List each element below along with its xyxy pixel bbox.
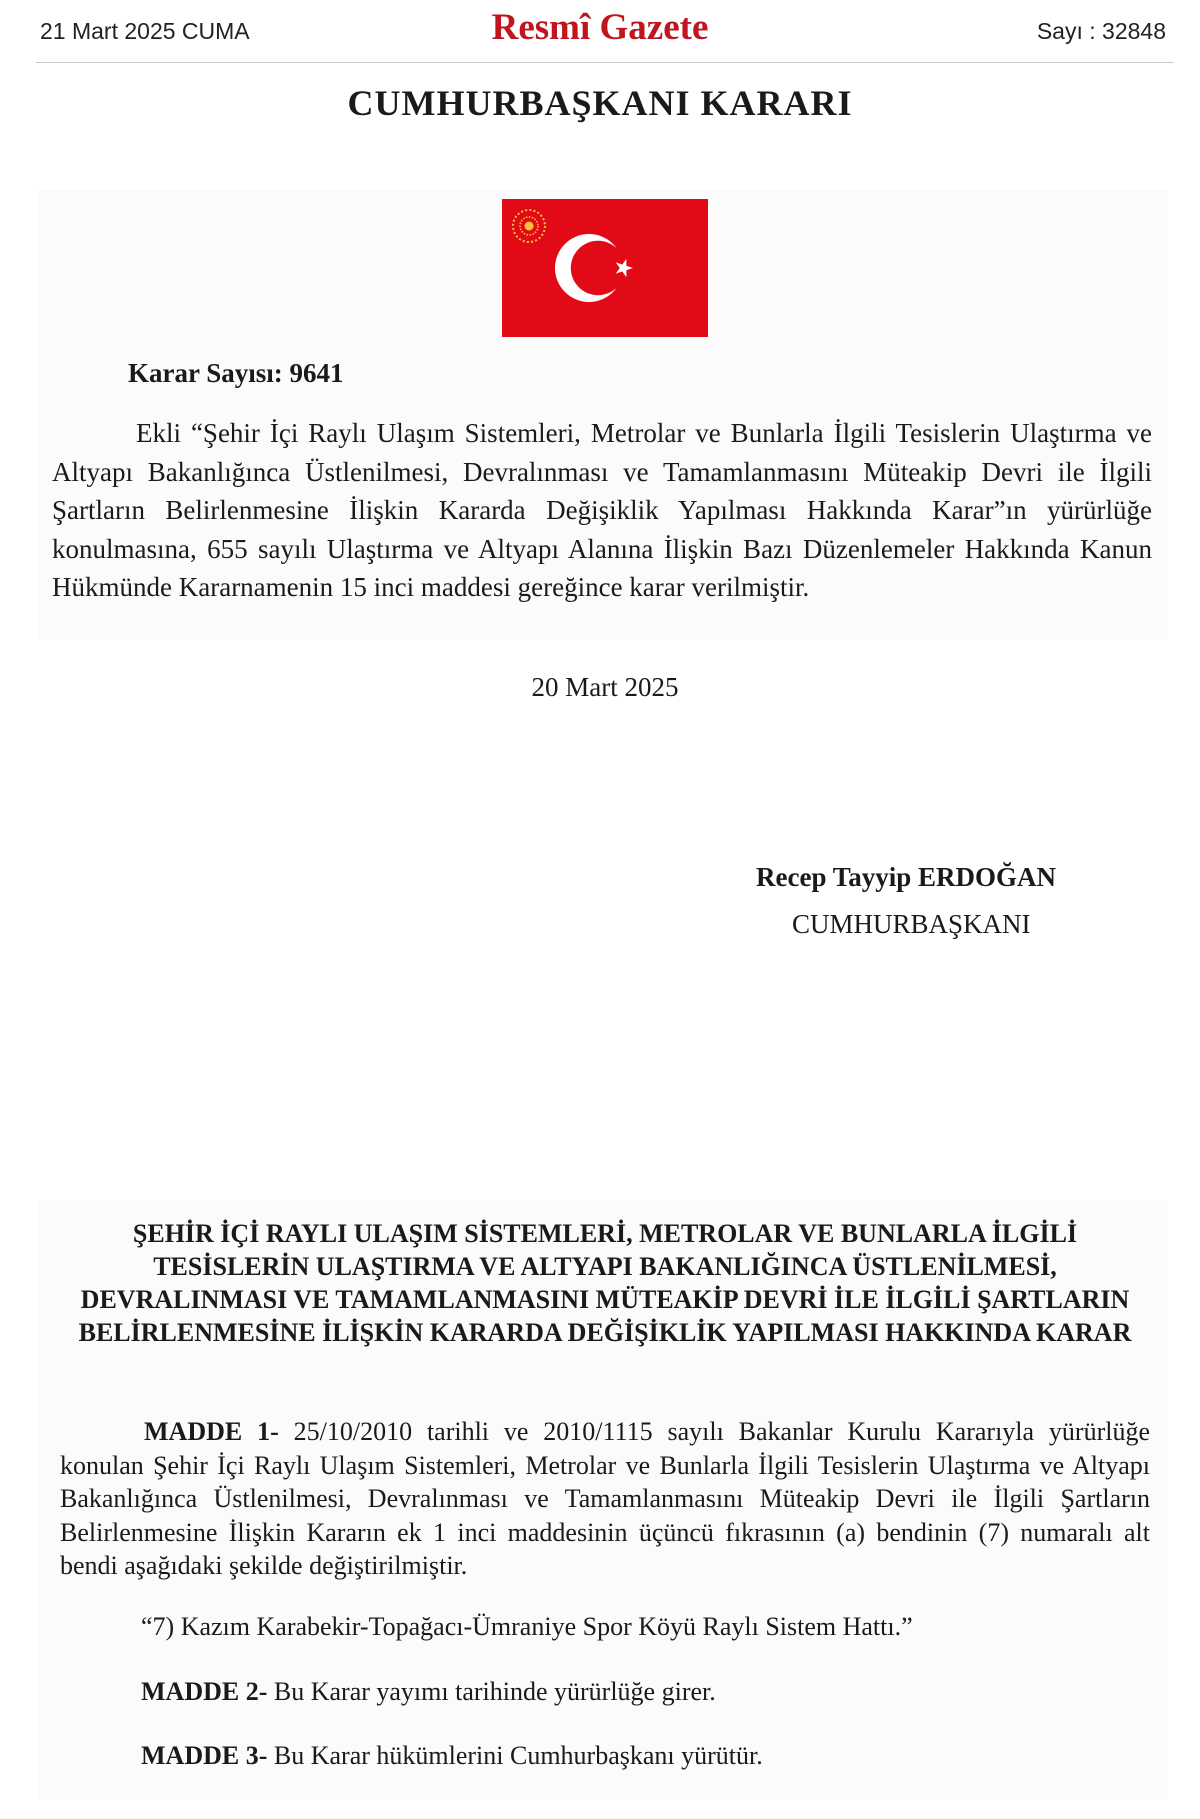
article-2 (141, 1677, 716, 1707)
document-title: CUMHURBAŞKANI KARARI (347, 83, 853, 123)
article-3-label: MADDE 3- (141, 1741, 268, 1770)
header-date: 21 Mart 2025 CUMA (40, 18, 250, 44)
regulation-title: ŞEHİR İÇİ RAYLI ULAŞIM SİSTEMLERİ, METROLAR VE BUNLARLA İLGİLİ TESİSLERİN ULAŞTIRMA VE ALTYAPI BAKANLIĞINCA ÜSTLENİLMESİ, DEVRALINMASI VE TAMAMLANMASINI MÜTEAKİP DEVRİ İLE İLGİLİ ŞARTLARIN BELİRLENMESİNE İLİŞKİN KARARDA DEĞİŞİKLİK YAPILMASI HAKKINDA KARAR (78, 1219, 1132, 1347)
issue-number: Sayı : 32848 (1036, 18, 1166, 44)
turkish-flag-icon (502, 199, 708, 337)
decision-body-text: Ekli “Şehir İçi Raylı Ulaşım Sistemleri, Metrolar ve Bunlarla İlgili Tesislerin Ulaştırma ve Altyapı Bakanlığınca Üstlenilmesi, Devralınması ve Tamamlanmasını Müteakip Devri ile İlgili Şartların Belirlenmesine İlişkin Kararda Değişiklik Yapılması Hakkında Karar”ın yürürlüğe konulmasına, 655 sayılı Ulaştırma ve Altyapı Alanına İlişkin Bazı Düzenlemeler Hakkında Kanun Hükmünde Kararnamenin 15 inci maddesi gereğince karar verilmiştir. (52, 418, 1152, 602)
article-1-text: 25/10/2010 tarihli ve 2010/1115 sayılı Bakanlar Kurulu Kararıyla yürürlüğe konulan Şehir İçi Raylı Ulaşım Sistemleri, Metrolar ve Bunlarla İlgili Tesislerin Ulaştırma ve Altyapı Bakanlığınca Üstlenilmesi, Devralınması ve Tamamlanmasını Müteakip Devri ile İlgili Şartların Belirlenmesine İlişkin Kararın ek 1 inci maddesinin üçüncü fıkrasının (a) bendinin (7) numaralı alt bendi aşağıdaki şekilde değiştirilmiştir. (60, 1417, 1151, 1580)
decision-number: Karar Sayısı: 9641 (128, 358, 344, 388)
article-1-label: MADDE 1- (144, 1417, 279, 1446)
signatory-title: CUMHURBAŞKANI (792, 909, 1031, 939)
article-2-text: Bu Karar yayımı tarihinde yürürlüğe girer. (273, 1677, 716, 1706)
article-3 (141, 1741, 763, 1771)
header-divider (36, 62, 1174, 63)
signatory-name: Recep Tayyip ERDOĞAN (756, 862, 1057, 892)
decision-date: 20 Mart 2025 (531, 672, 679, 702)
decision-body (52, 414, 1152, 607)
gazette-masthead: Resmî Gazete (491, 7, 709, 48)
article-1-quote: “7) Kazım Karabekir-Topağacı-Ümraniye Spor Köyü Raylı Sistem Hattı.” (141, 1612, 913, 1641)
article-1 (60, 1415, 1150, 1583)
article-2-label: MADDE 2- (141, 1677, 268, 1706)
article-3-text: Bu Karar hükümlerini Cumhurbaşkanı yürütür. (273, 1741, 763, 1770)
